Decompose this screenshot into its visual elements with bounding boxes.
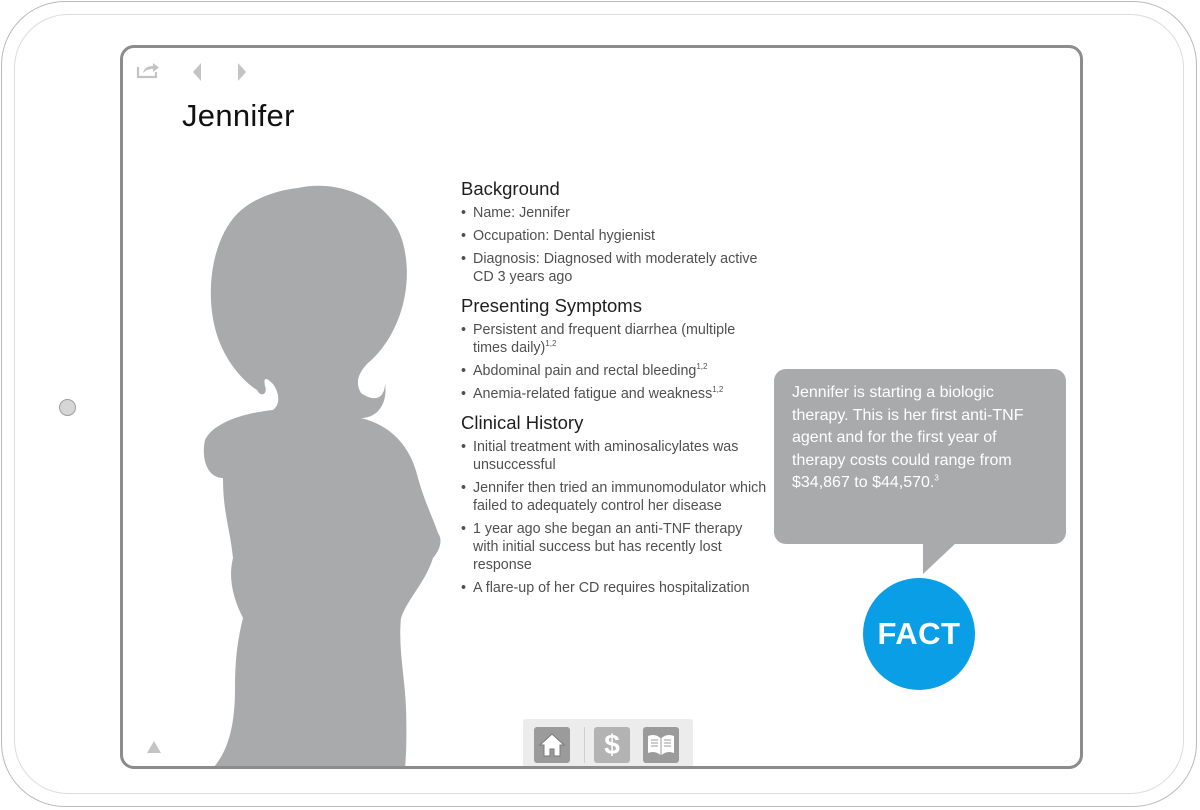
dollar-icon: $ — [604, 729, 620, 760]
citation: 1,2 — [545, 339, 557, 349]
callout-tail — [923, 542, 957, 574]
section-heading: Presenting Symptoms — [461, 295, 642, 316]
share-icon[interactable] — [136, 61, 160, 79]
bullet-list — [461, 321, 771, 403]
list-item: • Persistent and frequent diarrhea (multiple times daily)$^{1,2}$ — [461, 321, 771, 357]
tablet-frame — [1, 1, 1197, 807]
section-background — [461, 178, 771, 286]
list-item: • Abdominal pain and rectal bleeding$^{1,2}$ — [461, 362, 771, 380]
citation: 1,2 — [696, 362, 708, 372]
list-item: • Occupation: Dental hygienist — [461, 227, 771, 245]
chevron-left-icon[interactable] — [191, 61, 203, 83]
tablet-home-button[interactable] — [59, 399, 76, 416]
section-heading: Clinical History — [461, 412, 584, 433]
section-clinical-history — [461, 412, 771, 597]
reference-button[interactable] — [643, 727, 679, 763]
fact-callout — [774, 369, 1066, 544]
chevron-right-icon[interactable] — [236, 61, 248, 83]
list-item: • 1 year ago she began an anti-TNF therapy with initial success but has recently lost response — [461, 520, 771, 574]
page-title: Jennifer — [182, 98, 295, 133]
citation: 3 — [934, 474, 939, 484]
list-item: • Name: Jennifer — [461, 204, 771, 222]
bottom-toolbar — [523, 719, 693, 769]
citation: 1,2 — [712, 385, 724, 395]
triangle-up-icon[interactable] — [147, 741, 161, 753]
list-item: • Initial treatment with aminosalicylates was unsuccessful — [461, 438, 771, 474]
list-item: • Anemia-related fatigue and weakness$^{1,2}$ — [461, 385, 771, 403]
cost-button[interactable] — [594, 727, 630, 763]
woman-silhouette — [193, 178, 453, 768]
section-presenting-symptoms — [461, 295, 771, 403]
list-item: • Jennifer then tried an immunomodulator which failed to adequately control her disease — [461, 479, 771, 515]
list-item: • A flare-up of her CD requires hospitalization — [461, 579, 771, 597]
home-icon — [538, 732, 566, 758]
home-button[interactable] — [534, 727, 570, 763]
section-heading: Background — [461, 178, 560, 199]
bullet-list — [461, 204, 771, 286]
fact-badge[interactable]: FACT — [863, 578, 975, 690]
toolbar-divider — [584, 727, 585, 763]
bullet-list — [461, 438, 771, 597]
screen — [120, 45, 1083, 769]
fact-text: Jennifer is starting a biologic therapy. This is her first anti-TNF agent and for the first year of therapy costs could range from $34,867 to $44,570. — [792, 384, 1024, 492]
case-info — [461, 178, 771, 606]
list-item: • Diagnosis: Diagnosed with moderately active CD 3 years ago — [461, 250, 771, 286]
book-icon — [646, 733, 676, 757]
